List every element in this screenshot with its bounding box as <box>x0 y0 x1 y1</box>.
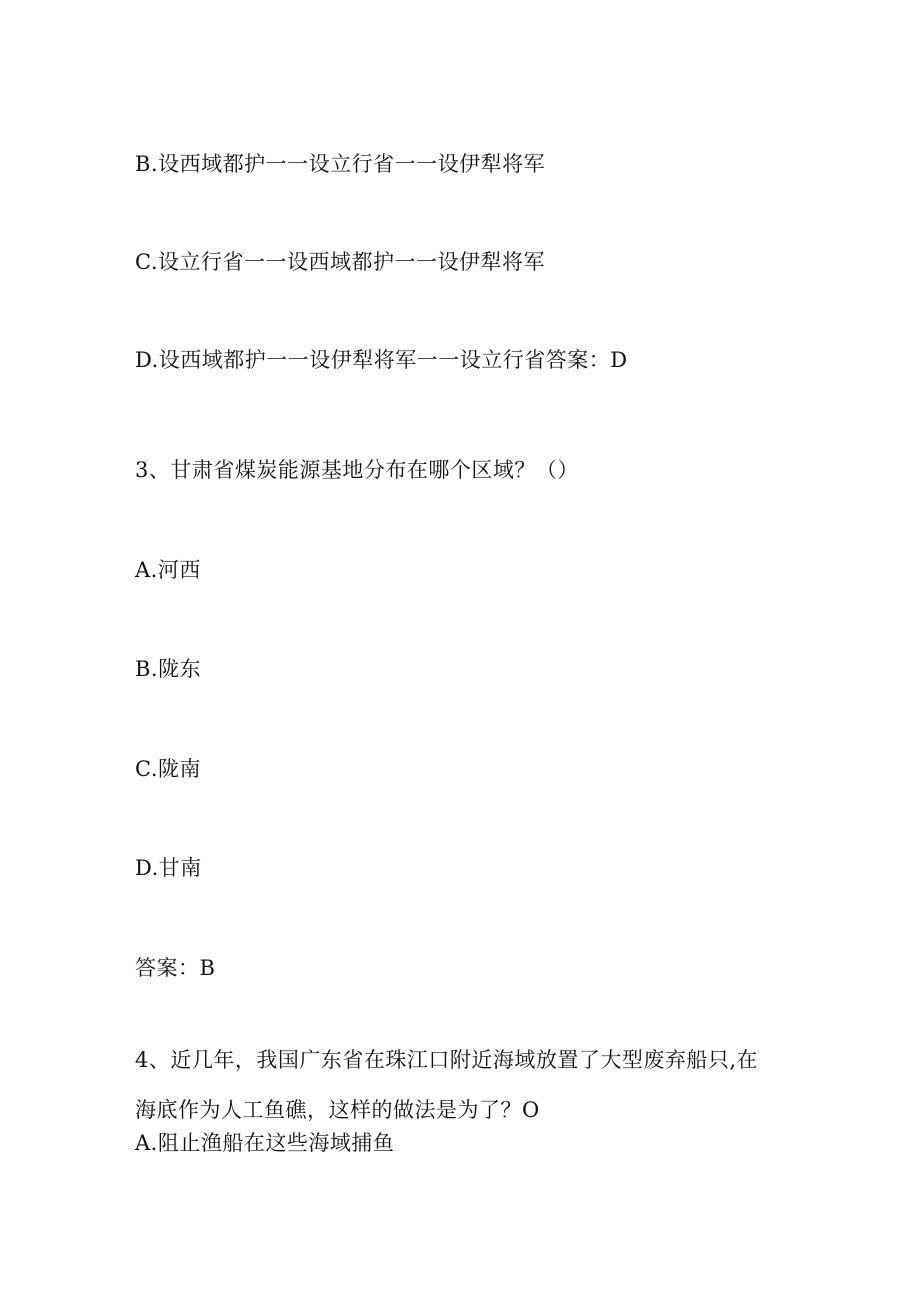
option-c-q2: C.设立行省一一设西域都护一一设伊犁将军 <box>135 250 545 274</box>
answer-q3: 答案：B <box>135 956 216 980</box>
question-4-line-2: 海底作为人工鱼礁，这样的做法是为了？O <box>135 1098 540 1122</box>
question-4-line-1: 4、近几年，我国广东省在珠江口附近海域放置了大型废弃船只,在 <box>135 1048 759 1072</box>
option-d-q2-with-answer: D.设西域都护一一设伊犁将军一一设立行省答案：D <box>135 348 628 372</box>
option-a-q4: A.阻止渔船在这些海域捕鱼 <box>135 1131 395 1155</box>
option-b-q3: B.陇东 <box>135 657 202 681</box>
option-a-q3: A.河西 <box>135 558 201 582</box>
question-3: 3、甘肃省煤炭能源基地分布在哪个区域？（） <box>135 458 579 482</box>
option-d-q3: D.甘南 <box>135 856 202 880</box>
option-b-q2: B.设西域都护一一设立行省一一设伊犁将军 <box>135 152 546 176</box>
option-c-q3: C.陇南 <box>135 757 201 781</box>
